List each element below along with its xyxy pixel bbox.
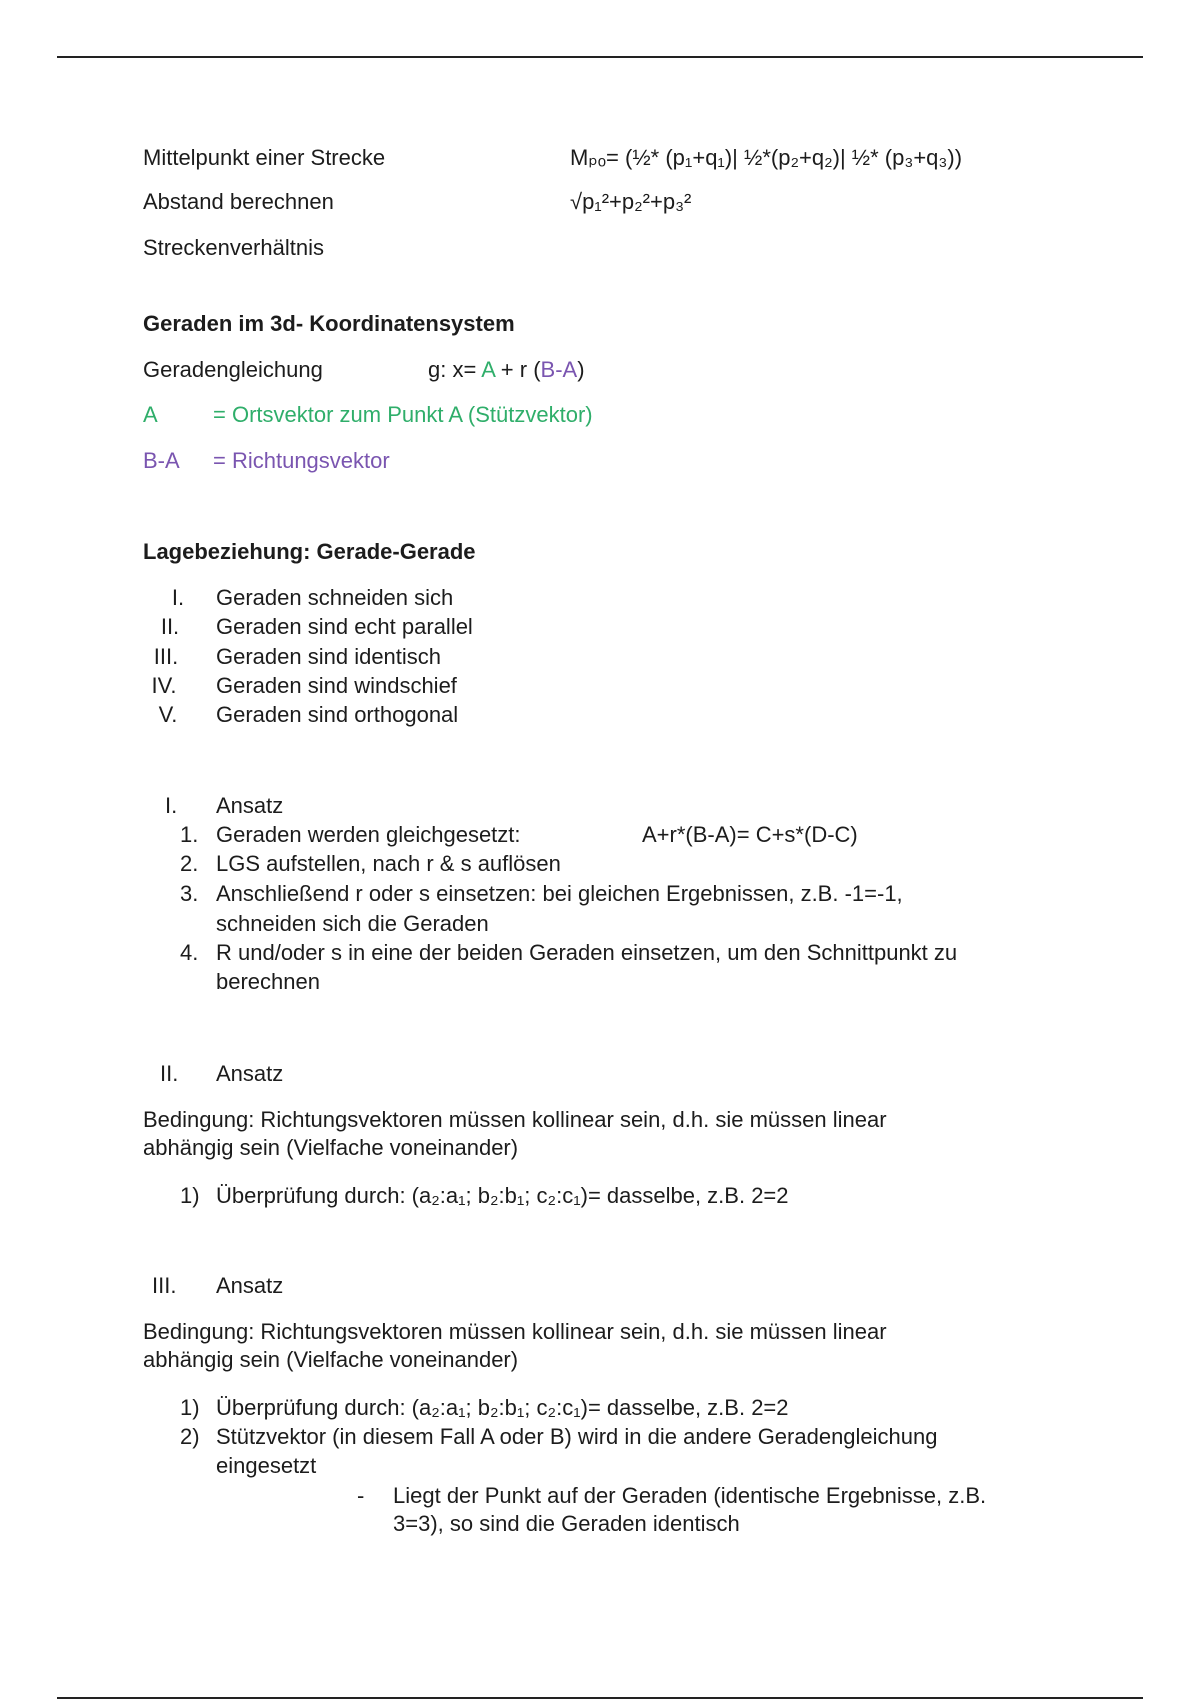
eq-suffix: ) [577, 357, 585, 382]
section2-step-text: Überprüfung durch: (a₂:a₁; b₂:b₁; c₂:c₁)= dasselbe, z.B. 2=2 [216, 1183, 789, 1208]
def-ba-value: = Richtungsvektor [213, 448, 390, 473]
step-num: 4. [180, 940, 199, 965]
relation-item-text: Geraden sind orthogonal [216, 702, 459, 727]
eq-prefix: g: x= [428, 357, 482, 382]
section3-step-text: Stützvektor (in diesem Fall A oder B) wird in die andere Geradengleichung [216, 1424, 938, 1449]
section1-title: Ansatz [216, 793, 284, 818]
def-a-value: = Ortsvektor zum Punkt A (Stützvektor) [213, 402, 593, 427]
def-a-key: A [143, 402, 158, 427]
relation-item-num: II. [160, 614, 180, 639]
section3-step-num: 2) [180, 1424, 200, 1449]
step-equation: A+r*(B-A)= C+s*(D-C) [642, 822, 858, 847]
step-text-cont: schneiden sich die Geraden [216, 911, 489, 936]
top-rule [57, 56, 1143, 58]
step-num: 3. [180, 881, 199, 906]
relation-item-text: Geraden sind identisch [216, 644, 442, 669]
step-num: 2. [180, 851, 199, 876]
section3-condition-cont: abhängig sein (Vielfache voneinander) [143, 1347, 519, 1372]
eq-ba: B-A [540, 357, 578, 382]
relation-item-text: Geraden sind windschief [216, 673, 457, 698]
lines3d-heading: Geraden im 3d- Koordinatensystem [143, 311, 515, 336]
step-num: 1. [180, 822, 199, 847]
relation-item-num: I. [171, 585, 185, 610]
relation-item-num: IV. [151, 673, 177, 698]
relation-item-num: V. [158, 702, 178, 727]
def-ba-key: B-A [143, 448, 180, 473]
relation-item-text: Geraden schneiden sich [216, 585, 454, 610]
section3-num: III. [152, 1273, 177, 1298]
section3-title: Ansatz [216, 1273, 284, 1298]
section3-step-text: Überprüfung durch: (a₂:a₁; b₂:b₁; c₂:c₁)= dasselbe, z.B. 2=2 [216, 1395, 789, 1420]
step-text: R und/oder s in eine der beiden Geraden einsetzen, um den Schnittpunkt zu [216, 940, 958, 965]
section2-step-num: 1) [180, 1183, 200, 1208]
section3-condition: Bedingung: Richtungsvektoren müssen kollinear sein, d.h. sie müssen linear [143, 1319, 887, 1344]
equation [428, 356, 585, 384]
eq-mid: + r ( [494, 357, 541, 382]
step-text: Anschließend r oder s einsetzen: bei gleichen Ergebnissen, z.B. -1=-1, [216, 881, 903, 906]
midpoint-formula: Mₚₒ= (½* (p₁+q₁)| ½*(p₂+q₂)| ½* (p₃+q₃)) [570, 145, 963, 170]
eq-a: A [481, 357, 495, 382]
section2-condition-cont: abhängig sein (Vielfache voneinander) [143, 1135, 519, 1160]
step-text: LGS aufstellen, nach r & s auflösen [216, 851, 561, 876]
midpoint-label: Mittelpunkt einer Strecke [143, 145, 386, 170]
section3-step-text-cont: eingesetzt [216, 1453, 317, 1478]
step-text-cont: berechnen [216, 969, 320, 994]
section3-bullet-text-cont: 3=3), so sind die Geraden identisch [393, 1511, 740, 1536]
section2-condition: Bedingung: Richtungsvektoren müssen kollinear sein, d.h. sie müssen linear [143, 1107, 887, 1132]
section3-step-num: 1) [180, 1395, 200, 1420]
section2-num: II. [160, 1061, 179, 1086]
section3-bullet-text: Liegt der Punkt auf der Geraden (identische Ergebnisse, z.B. [393, 1483, 987, 1508]
section1-num: I. [165, 793, 178, 818]
bottom-rule [57, 1697, 1143, 1699]
distance-formula: √p₁²+p₂²+p₃² [570, 189, 692, 214]
ratio-label: Streckenverhältnis [143, 235, 324, 260]
relation-item-text: Geraden sind echt parallel [216, 614, 473, 639]
relation-item-num: III. [153, 644, 179, 669]
equation-label: Geradengleichung [143, 357, 323, 382]
relation-heading: Lagebeziehung: Gerade-Gerade [143, 539, 476, 564]
section2-title: Ansatz [216, 1061, 284, 1086]
distance-label: Abstand berechnen [143, 189, 334, 214]
step-text: Geraden werden gleichgesetzt: [216, 822, 521, 847]
section3-bullet: - [357, 1483, 365, 1508]
